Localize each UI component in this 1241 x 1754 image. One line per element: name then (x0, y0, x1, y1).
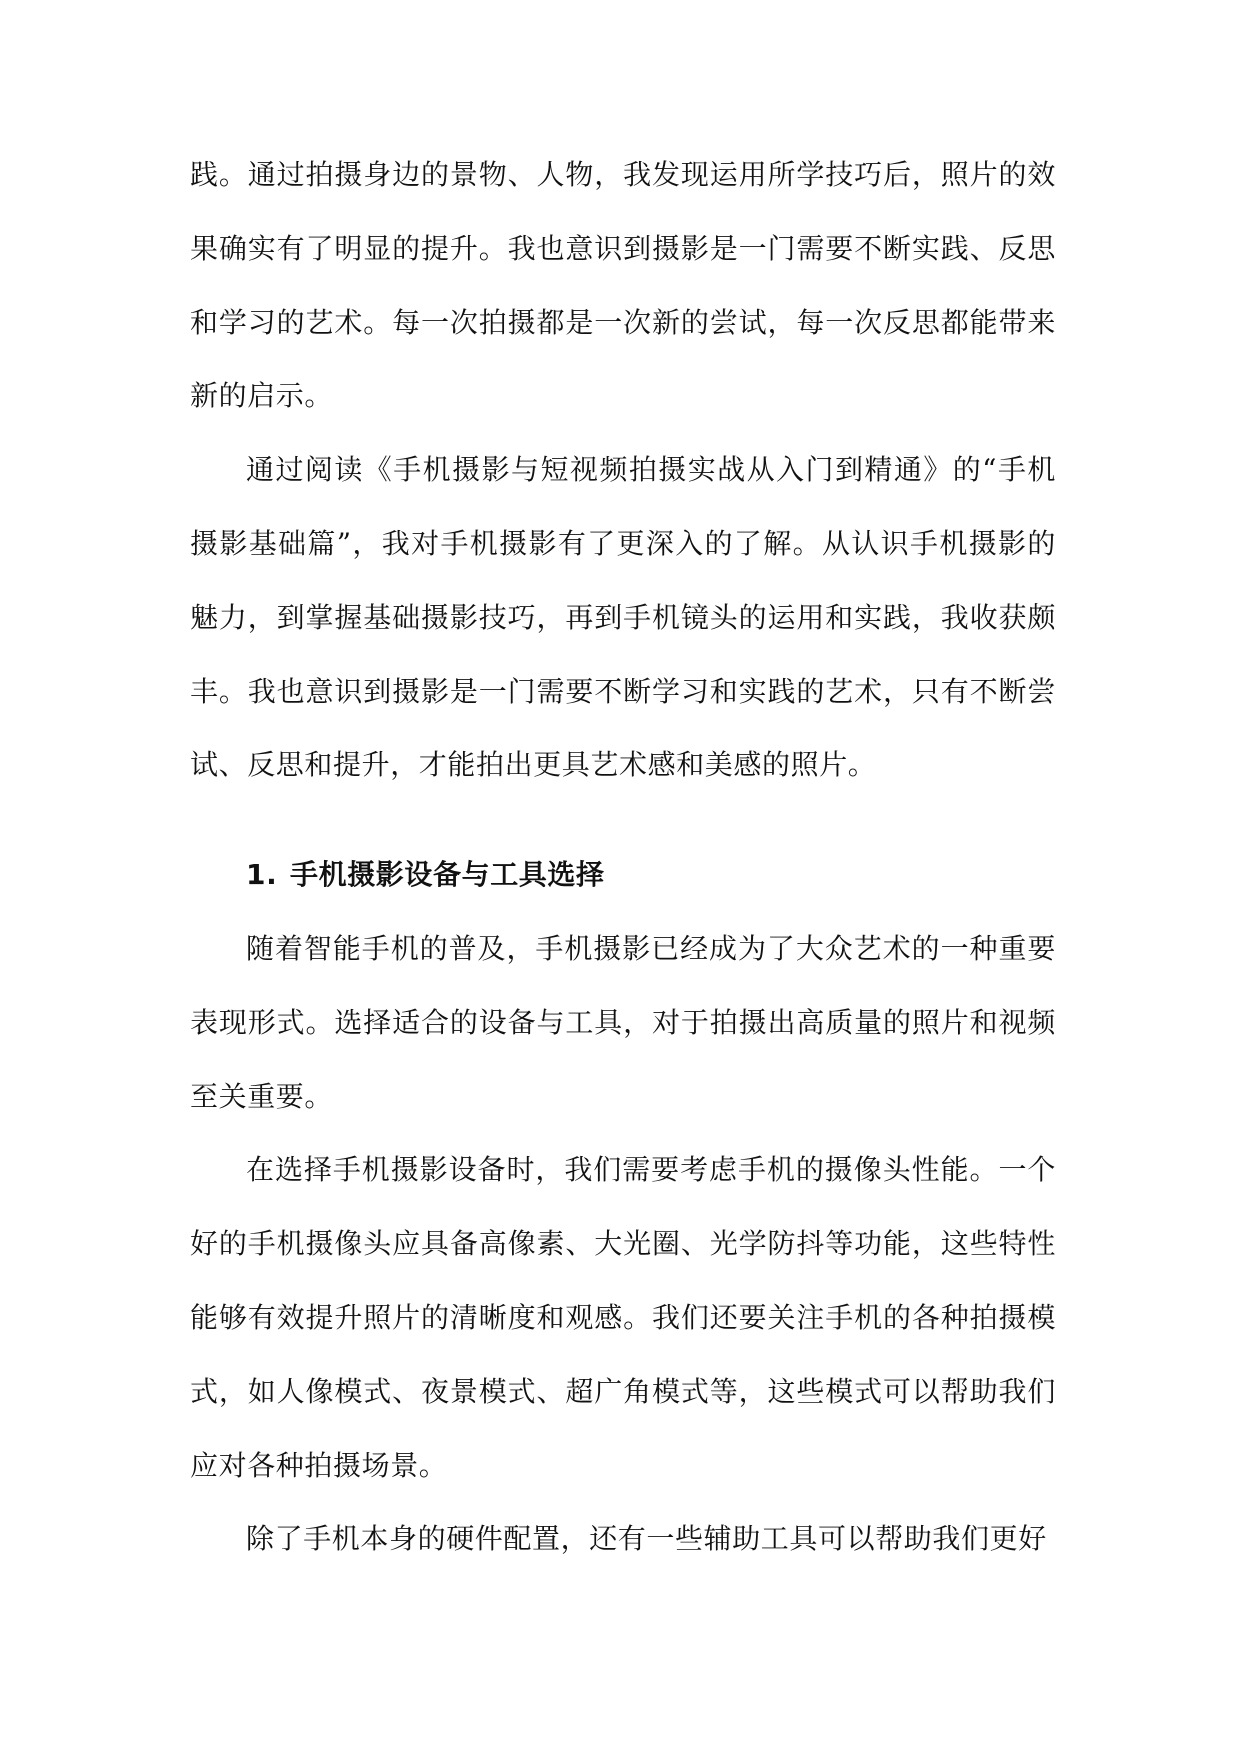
paragraph-camera-selection: 在选择手机摄影设备时，我们需要考虑手机的摄像头性能。一个好的手机摄像头应具备高像素、大光圈、光学防抖等功能，这些特性能够有效提升照片的清晰度和观感。我们还要关注手机的各种拍摄模式，如人像模式、夜景模式、超广角模式等，这些模式可以帮助我们应对各种拍摄场景。 (190, 1153, 1056, 1482)
paragraph-continued: 践。通过拍摄身边的景物、人物，我发现运用所学技巧后，照片的效果确实有了明显的提升。我也意识到摄影是一门需要不断实践、反思和学习的艺术。每一次拍摄都是一次新的尝试，每一次反思都能带来新的启示。 (190, 158, 1056, 413)
section-title: 手机摄影设备与工具选择 (290, 858, 605, 892)
paragraph-reading-summary: 通过阅读《手机摄影与短视频拍摄实战从入门到精通》的“手机摄影基础篇”，我对手机摄影有了更深入的了解。从认识手机摄影的魅力，到掌握基础摄影技巧，再到手机镜头的运用和实践，我收获颇丰。我也意识到摄影是一门需要不断学习和实践的艺术，只有不断尝试、反思和提升，才能拍出更具艺术感和美感的照片。 (190, 453, 1056, 782)
section-heading (190, 838, 1056, 912)
section-number: 1. (246, 858, 278, 892)
paragraph-accessories: 除了手机本身的硬件配置，还有一些辅助工具可以帮助我们更好 (246, 1522, 1047, 1556)
document-body (190, 138, 1056, 1576)
paragraph-intro: 随着智能手机的普及，手机摄影已经成为了大众艺术的一种重要表现形式。选择适合的设备与工具，对于拍摄出高质量的照片和视频至关重要。 (190, 931, 1056, 1113)
